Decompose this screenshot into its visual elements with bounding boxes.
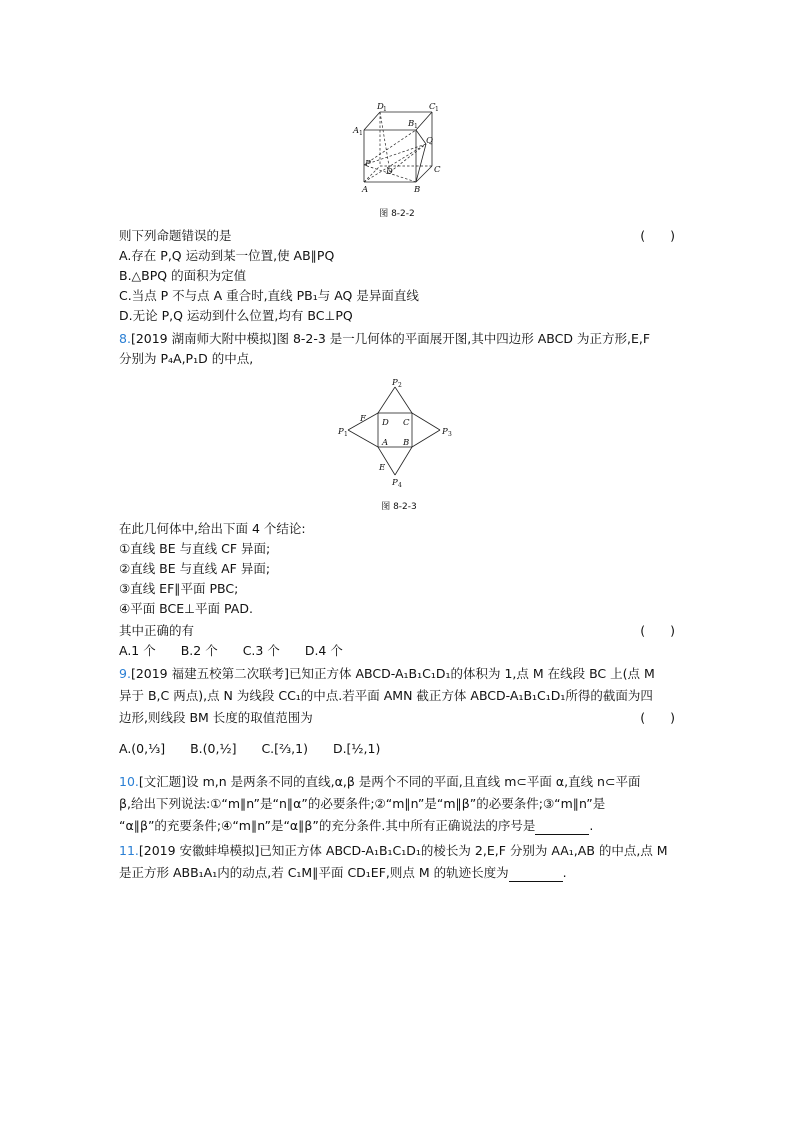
- q10-text-1: [文汇题]设 m,n 是两条不同的直线,α,β 是两个不同的平面,且直线 m⊂平面 α,直线 n⊂平面: [138, 774, 641, 789]
- label-a: A: [362, 185, 369, 195]
- q11-line-2: [119, 864, 567, 882]
- q7-stem: 则下列命题错误的是: [119, 228, 232, 243]
- q10-line-2: β,给出下列说法:①“m∥n”是“n∥α”的必要条件;②“m∥n”是“m∥β”的必要条件;③“m∥n”是: [119, 796, 606, 811]
- q9-line-2: 异于 B,C 两点),点 N 为线段 CC₁的中点.若平面 AMN 截正方体 ABCD-A₁B₁C₁D₁所得的截面为四: [119, 688, 653, 703]
- q11-text-2: 是正方形 ABB₁A₁内的动点,若 C₁M∥平面 CD₁EF,则点 M 的轨迹长度为: [119, 865, 509, 880]
- q10-answer-blank[interactable]: [535, 822, 589, 835]
- q10-line-1: [119, 773, 640, 791]
- label-a1: A: [353, 126, 360, 136]
- q8-line-1: [119, 330, 650, 348]
- q9-text-1: [2019 福建五校第二次联考]已知正方体 ABCD-A₁B₁C₁D₁的体积为 1,点 M 在线段 BC 上(点 M: [130, 666, 655, 681]
- q7-option-d: D.无论 P,Q 运动到什么位置,均有 BC⊥PQ: [119, 308, 353, 323]
- label-d1-sub: 1: [383, 106, 387, 113]
- label-a: A: [382, 438, 389, 448]
- label-a1-sub: 1: [359, 130, 363, 137]
- label-b1: B: [408, 119, 415, 129]
- label-b: B: [403, 438, 410, 448]
- q8-number: 8.: [119, 331, 131, 346]
- label-f: F: [360, 414, 366, 424]
- q8-conclusion-2: ②直线 BE 与直线 AF 异面;: [119, 561, 271, 576]
- q8-ask: 其中正确的有: [119, 623, 195, 638]
- q11-answer-blank[interactable]: [509, 869, 563, 882]
- label-b: B: [414, 185, 421, 195]
- q8-conclusion-4: ④平面 BCE⊥平面 PAD.: [119, 601, 253, 616]
- label-e: E: [379, 463, 386, 473]
- label-c1: C: [429, 102, 436, 112]
- label-c: C: [403, 418, 410, 428]
- figure-caption-8-2-2: 图 8-2-2: [379, 209, 415, 219]
- q11-line-1: [119, 842, 668, 860]
- q10-number: 10.: [119, 774, 139, 789]
- q8-answer-paren: ( ): [640, 623, 675, 638]
- net-figure: [336, 375, 462, 495]
- q11-text-1: [2019 安徽蚌埠模拟]已知正方体 ABCD-A₁B₁C₁D₁的棱长为 2,E,F 分别为 AA₁,AB 的中点,点 M: [138, 843, 668, 858]
- q7-option-a: A.存在 P,Q 运动到某一位置,使 AB∥PQ: [119, 248, 335, 263]
- q8-text-1: [2019 湖南师大附中模拟]图 8-2-3 是一几何体的平面展开图,其中四边形 ABCD 为正方形,E,F: [130, 331, 651, 346]
- q9-line-3: 边形,则线段 BM 长度的取值范围为: [119, 710, 313, 725]
- figure-caption-8-2-3: 图 8-2-3: [381, 502, 417, 512]
- q7-option-b: B.△BPQ 的面积为定值: [119, 268, 247, 283]
- q8-conclusion-1: ①直线 BE 与直线 CF 异面;: [119, 541, 271, 556]
- q8-line-2: 分别为 P₄A,P₁D 的中点,: [119, 351, 254, 366]
- label-p4-sub: 4: [398, 482, 402, 489]
- label-p3-sub: 3: [448, 431, 452, 438]
- label-c1-sub: 1: [435, 106, 439, 113]
- label-p3: P: [442, 427, 448, 437]
- label-q: Q: [426, 136, 433, 146]
- q10-end: .: [589, 818, 594, 833]
- q10-line-3: [119, 817, 593, 835]
- label-p2-sub: 2: [398, 382, 402, 389]
- q11-end: .: [562, 865, 567, 880]
- label-d: D: [382, 418, 389, 428]
- q8-intro: 在此几何体中,给出下面 4 个结论:: [119, 521, 306, 536]
- q11-number: 11.: [119, 843, 139, 858]
- q10-text-3: “α∥β”的充要条件;④“m∥n”是“α∥β”的充分条件.其中所有正确说法的序号是: [119, 818, 536, 833]
- label-p4: P: [392, 478, 398, 488]
- label-b1-sub: 1: [414, 123, 418, 130]
- q9-number: 9.: [119, 666, 131, 681]
- label-d: D: [386, 167, 393, 177]
- label-c: C: [434, 165, 441, 175]
- q9-options: A.(0,⅓] B.(0,½] C.[⅔,1) D.[½,1): [119, 741, 381, 756]
- label-d1: D: [377, 102, 384, 112]
- label-p2: P: [392, 378, 398, 388]
- label-p: P: [365, 159, 371, 169]
- q7-answer-paren: ( ): [640, 228, 675, 243]
- q9-line-1: [119, 665, 655, 683]
- cube-figure: [350, 100, 450, 200]
- q8-conclusion-3: ③直线 EF∥平面 PBC;: [119, 581, 239, 596]
- label-p1: P: [338, 427, 344, 437]
- q7-option-c: C.当点 P 不与点 A 重合时,直线 PB₁与 AQ 是异面直线: [119, 288, 419, 303]
- q9-answer-paren: ( ): [640, 710, 675, 725]
- label-p1-sub: 1: [344, 431, 348, 438]
- q8-options: A.1 个 B.2 个 C.3 个 D.4 个: [119, 643, 343, 658]
